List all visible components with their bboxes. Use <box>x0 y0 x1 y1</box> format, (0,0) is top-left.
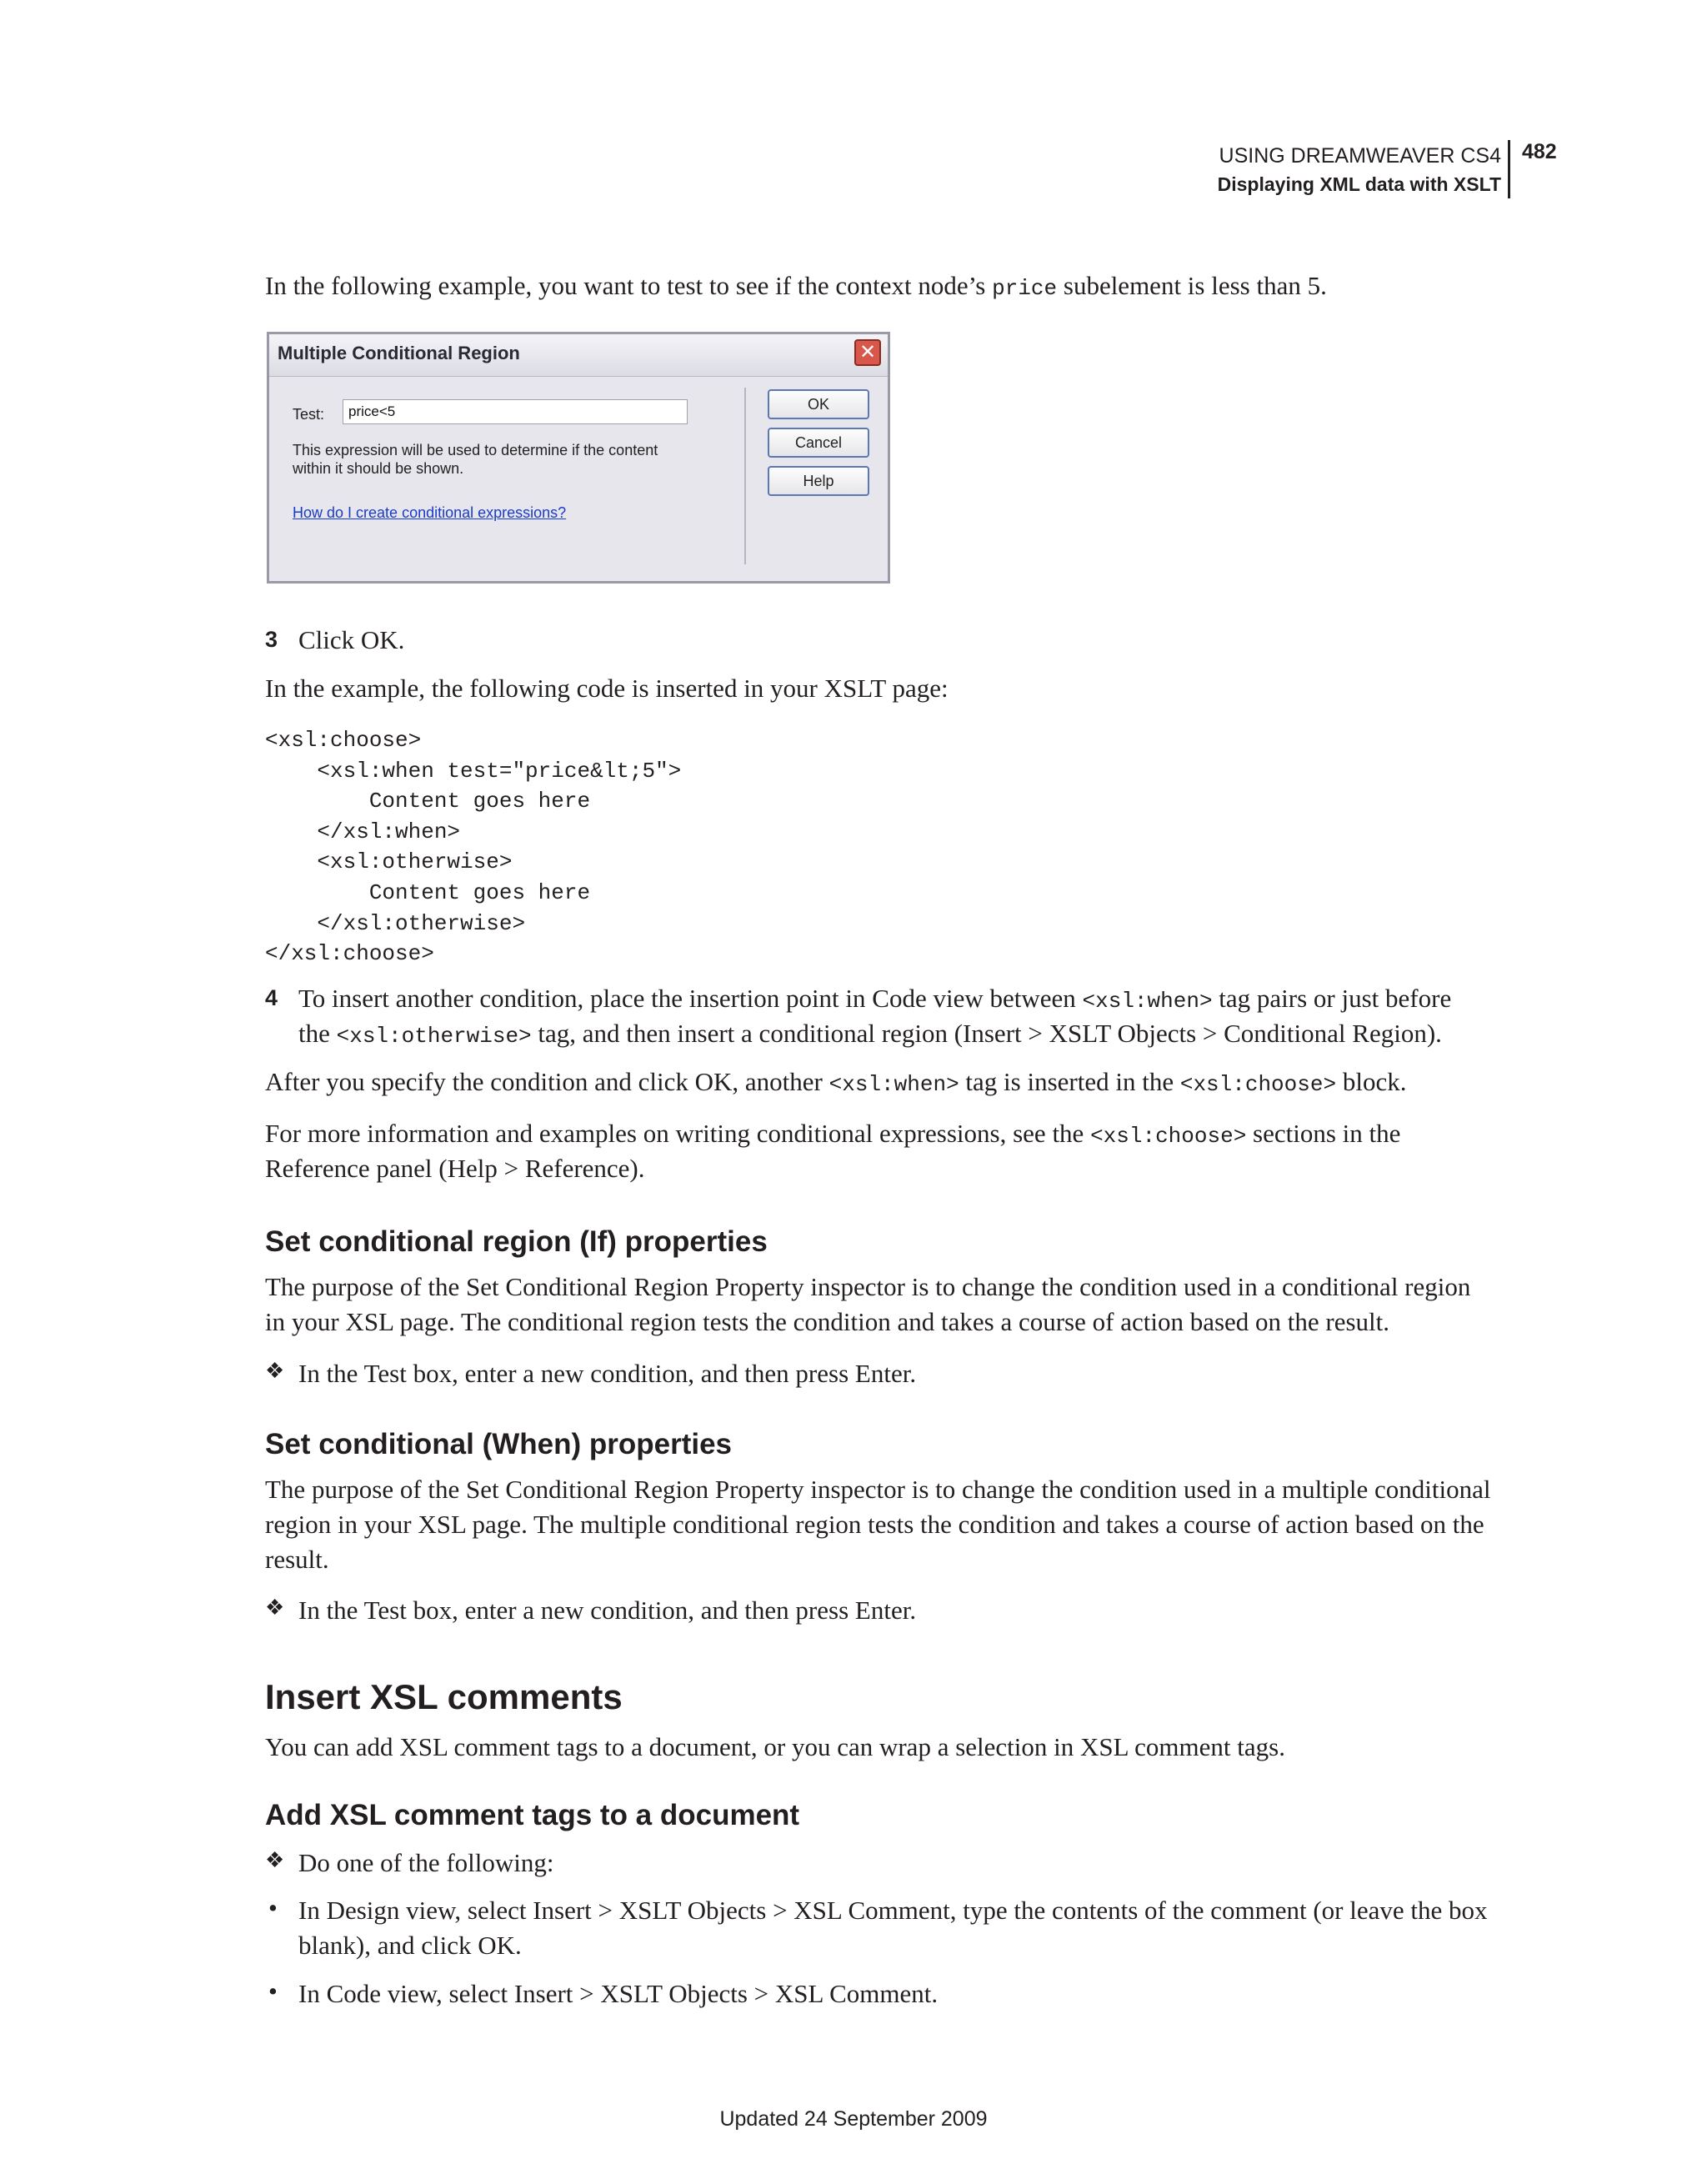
section-heading: Add XSL comment tags to a document <box>265 1799 800 1831</box>
text-run: To insert another condition, place the insertion point in Code view between <box>298 984 1083 1013</box>
running-header-subtitle: Displaying XML data with XSLT <box>1217 173 1501 195</box>
help-link[interactable]: How do I create conditional expressions? <box>293 504 567 521</box>
body-paragraph: in your XSL page. The conditional region tests the condition and takes a course of action based on the result. <box>265 1307 1390 1336</box>
cancel-button[interactable]: Cancel <box>768 428 869 458</box>
dialog-separator <box>744 388 746 564</box>
section-heading: Set conditional (When) properties <box>265 1428 733 1460</box>
dialog-title: Multiple Conditional Region <box>278 343 520 363</box>
bullet-text: Do one of the following: <box>298 1848 554 1877</box>
ok-button[interactable]: OK <box>768 389 869 419</box>
text-run: block. <box>1336 1067 1407 1096</box>
text-run: tag is inserted in the <box>959 1067 1180 1096</box>
diamond-bullet-icon: ❖ <box>265 1848 285 1872</box>
running-header-title: USING DREAMWEAVER CS4 <box>1219 144 1501 168</box>
inline-code: <xsl:choose> <box>1090 1124 1247 1149</box>
help-button[interactable]: Help <box>768 466 869 496</box>
body-paragraph: result. <box>265 1545 329 1574</box>
text-run: For more information and examples on writing conditional expressions, see the <box>265 1119 1091 1148</box>
step-text: Click OK. <box>298 625 405 654</box>
text-run: After you specify the condition and click OK, another <box>265 1067 829 1096</box>
text-run: tag, and then insert a conditional region (Insert > XSLT Objects > Conditional Region). <box>531 1019 1442 1048</box>
text-run: sections in the <box>1246 1119 1401 1148</box>
code-block: <xsl:choose> <xsl:when test="price&lt;5"> Content goes here </xsl:when> <xsl:otherwise> Content goes here </xsl:otherwise> </xsl:choose> <box>265 728 682 967</box>
dialog-description: This expression will be used to determine if the content within it should be shown. <box>293 442 658 477</box>
step-text <box>298 1016 1442 1054</box>
list-item: blank), and click OK. <box>298 1931 522 1960</box>
inline-code: <xsl:when> <box>828 1072 959 1097</box>
text-run: tag pairs or just before <box>1212 984 1452 1013</box>
list-item: In Design view, select Insert > XSLT Objects > XSL Comment, type the contents of the comment (or leave the box <box>298 1896 1488 1925</box>
diamond-bullet-icon: ❖ <box>265 1595 285 1620</box>
close-icon[interactable]: ✕ <box>854 339 881 366</box>
inline-code: <xsl:choose> <box>1179 1072 1337 1097</box>
dialog-titlebar <box>269 334 888 377</box>
body-paragraph <box>265 1064 1406 1102</box>
page-number: 482 <box>1522 140 1557 163</box>
step-text <box>298 981 1451 1019</box>
body-paragraph <box>265 1116 1400 1154</box>
diamond-bullet-icon: ❖ <box>265 1359 285 1383</box>
multiple-conditional-region-dialog <box>267 332 890 584</box>
intro-paragraph <box>265 268 1327 306</box>
section-heading: Set conditional region (If) properties <box>265 1225 768 1258</box>
step-number: 4 <box>265 985 278 1010</box>
inline-code: <xsl:when> <box>1082 989 1213 1014</box>
body-paragraph: Reference panel (Help > Reference). <box>265 1154 645 1183</box>
body-paragraph: You can add XSL comment tags to a document, or you can wrap a selection in XSL comment tags. <box>265 1732 1285 1761</box>
inline-code: <xsl:otherwise> <box>336 1024 532 1049</box>
test-input[interactable]: price<5 <box>343 399 688 424</box>
main-heading: Insert XSL comments <box>265 1677 623 1716</box>
page-footer: Updated 24 September 2009 <box>719 2107 988 2131</box>
inline-code: price <box>992 276 1058 301</box>
body-paragraph: The purpose of the Set Conditional Region Property inspector is to change the condition used in a multiple conditional <box>265 1475 1491 1504</box>
bullet-text: In the Test box, enter a new condition, and then press Enter. <box>298 1595 917 1625</box>
intro-text: subelement is less than 5. <box>1057 271 1327 300</box>
list-bullet-icon: • <box>268 1976 278 2006</box>
step-number: 3 <box>265 627 278 652</box>
test-label: Test: <box>293 406 325 423</box>
text-run: the <box>298 1019 337 1048</box>
intro-text: In the following example, you want to test to see if the context node’s <box>265 271 993 300</box>
bullet-text: In the Test box, enter a new condition, and then press Enter. <box>298 1359 917 1388</box>
header-divider <box>1508 140 1510 198</box>
code-intro: In the example, the following code is inserted in your XSLT page: <box>265 674 949 703</box>
list-bullet-icon: • <box>268 1893 278 1922</box>
body-paragraph: region in your XSL page. The multiple conditional region tests the condition and takes a course of action based on the <box>265 1510 1484 1539</box>
body-paragraph: The purpose of the Set Conditional Region Property inspector is to change the condition used in a conditional region <box>265 1272 1471 1301</box>
list-item: In Code view, select Insert > XSLT Objects > XSL Comment. <box>298 1979 939 2008</box>
